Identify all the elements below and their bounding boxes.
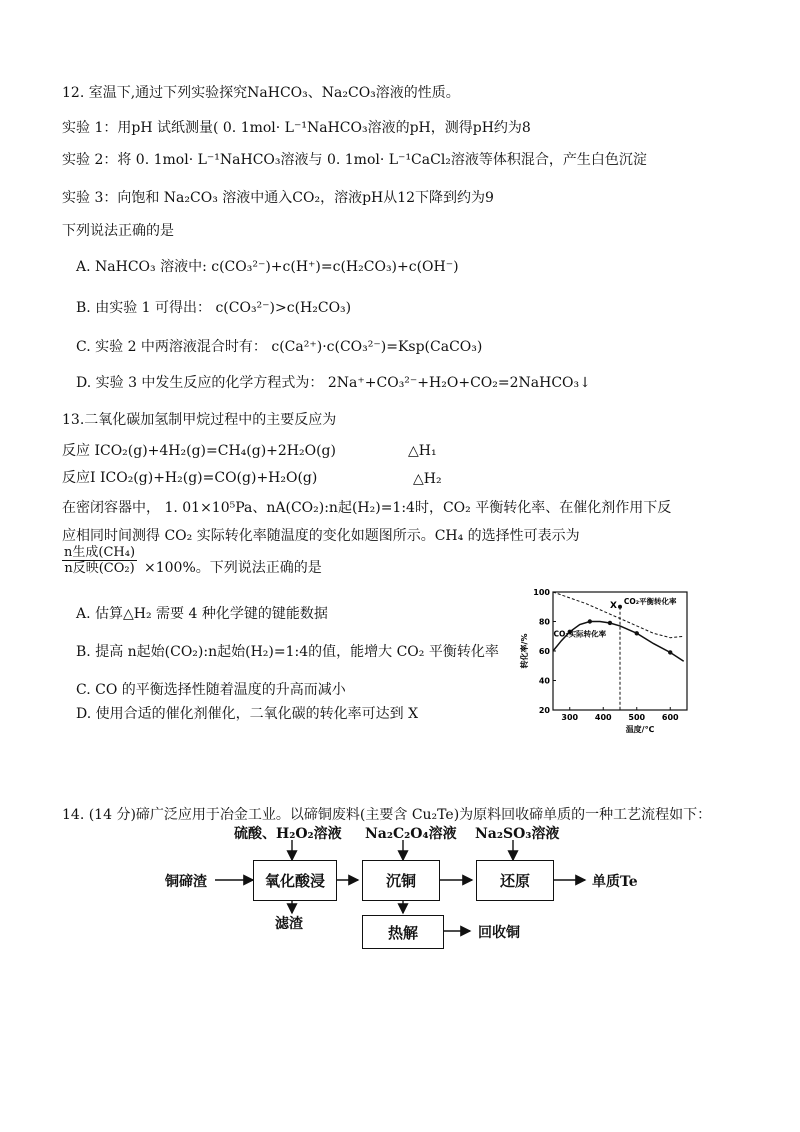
- series-label-actual: CO₂实际转化率: [553, 629, 607, 639]
- series-actual-point: [635, 631, 639, 635]
- flow-output-residue: 滤渣: [275, 916, 303, 932]
- flow-input: 铜碲渣: [165, 874, 207, 890]
- q13-stem: 13.二氧化碳加氢制甲烷过程中的主要反应为: [62, 412, 337, 428]
- y-tick-label: 40: [538, 676, 550, 686]
- q12-exp1: 实验 1：用pH 试纸测量( 0. 1mol· L⁻¹NaHCO₃溶液的pH，测得pH约为8: [62, 120, 531, 136]
- y-tick-label: 80: [538, 617, 550, 627]
- x-tick-label: 500: [628, 713, 646, 722]
- flow-reagent-3: Na₂SO₃溶液: [475, 826, 560, 842]
- q12-option-b: B. 由实验 1 可得出： c(CO₃²⁻)>c(H₂CO₃): [76, 300, 352, 316]
- x-axis-label: 温度/℃: [625, 725, 655, 734]
- q13-fraction-tail: ×100%。下列说法正确的是: [144, 560, 322, 576]
- y-tick-label: 100: [533, 588, 550, 597]
- q13-body-2: 应相同时间测得 CO₂ 实际转化率随温度的变化如题图所示。CH₄ 的选择性可表示为: [62, 528, 580, 544]
- flow-reagent-2: Na₂C₂O₄溶液: [365, 826, 457, 842]
- fraction-numerator: n生成(CH₄): [64, 545, 136, 560]
- y-tick-label: 20: [538, 706, 550, 715]
- q12-exp3: 实验 3：向饱和 Na₂CO₃ 溶液中通入CO₂，溶液pH从12下降到约为9: [62, 190, 494, 206]
- y-axis-label: 转化率/%: [520, 633, 529, 669]
- flow-reagent-1: 硫酸、H₂O₂溶液: [234, 826, 342, 842]
- conversion-chart: [515, 582, 700, 734]
- x-tick-label: 600: [661, 713, 679, 722]
- x-point: [618, 605, 622, 609]
- q12-option-c: C. 实验 2 中两溶液混合时有： c(Ca²⁺)·c(CO₃²⁻)=Ksp(CaCO₃): [76, 339, 483, 355]
- selectivity-fraction: [62, 545, 137, 576]
- q13-option-c: C. CO 的平衡选择性随着温度的升高而减小: [76, 682, 346, 698]
- x-tick-label: 400: [594, 713, 612, 722]
- flow-box-oxidation: 氧化酸浸: [253, 860, 337, 901]
- flow-box-reduction: 还原: [476, 860, 554, 901]
- x-point-label: X: [610, 600, 617, 611]
- q13-body-1: 在密闭容器中， 1. 01×10⁵Pa、nA(CO₂):n起(H₂)=1:4时，CO₂ 平衡转化率、在催化剂作用下反: [62, 500, 672, 516]
- series-actual-line: [553, 622, 684, 662]
- q13-option-b: B. 提高 n起始(CO₂):n起始(H₂)=1:4的值，能增大 CO₂ 平衡转化率: [76, 644, 499, 660]
- q13-option-a: A. 估算△H₂ 需要 4 种化学键的键能数据: [76, 606, 328, 622]
- y-tick-label: 60: [538, 647, 550, 656]
- q12-stem: 12. 室温下,通过下列实验探究NaHCO₃、Na₂CO₃溶液的性质。: [62, 85, 460, 101]
- q13-dh2: △H₂: [413, 471, 442, 487]
- q13-dh1: △H₁: [408, 443, 437, 459]
- series-label-equilibrium: CO₂平衡转化率: [623, 596, 677, 606]
- q14-stem: 14. (14 分)碲广泛应用于冶金工业。以碲铜废料(主要含 Cu₂Te)为原料回收碲单质的一种工艺流程如下：: [62, 807, 712, 823]
- series-actual-point: [668, 650, 672, 654]
- series-actual-point: [608, 621, 612, 625]
- flow-output-te: 单质Te: [592, 874, 638, 890]
- fraction-denominator: n反映(CO₂): [64, 561, 135, 576]
- series-actual-point: [588, 619, 592, 623]
- x-tick-label: 300: [561, 713, 579, 722]
- q13-option-d: D. 使用合适的催化剂催化，二氧化碳的转化率可达到 X: [76, 706, 419, 722]
- flow-output-copper: 回收铜: [478, 925, 520, 941]
- flow-box-copper-precip: 沉铜: [362, 860, 440, 901]
- q13-reaction-2: 反应Ⅰ ICO₂(g)+H₂(g)=CO(g)+H₂O(g): [62, 470, 318, 486]
- flow-box-pyrolysis: 热解: [362, 915, 444, 949]
- q13-reaction-1: 反应 ICO₂(g)+4H₂(g)=CH₄(g)+2H₂O(g): [62, 443, 336, 459]
- q12-prompt: 下列说法正确的是: [62, 223, 174, 239]
- q12-option-d: D. 实验 3 中发生反应的化学方程式为： 2Na⁺+CO₃²⁻+H₂O+CO₂=2NaHCO₃↓: [76, 375, 591, 391]
- q12-exp2: 实验 2：将 0. 1mol· L⁻¹NaHCO₃溶液与 0. 1mol· L⁻¹CaCl₂溶液等体积混合，产生白色沉淀: [62, 152, 647, 168]
- q12-option-a: A. NaHCO₃ 溶液中: c(CO₃²⁻)+c(H⁺)=c(H₂CO₃)+c(OH⁻): [76, 259, 459, 275]
